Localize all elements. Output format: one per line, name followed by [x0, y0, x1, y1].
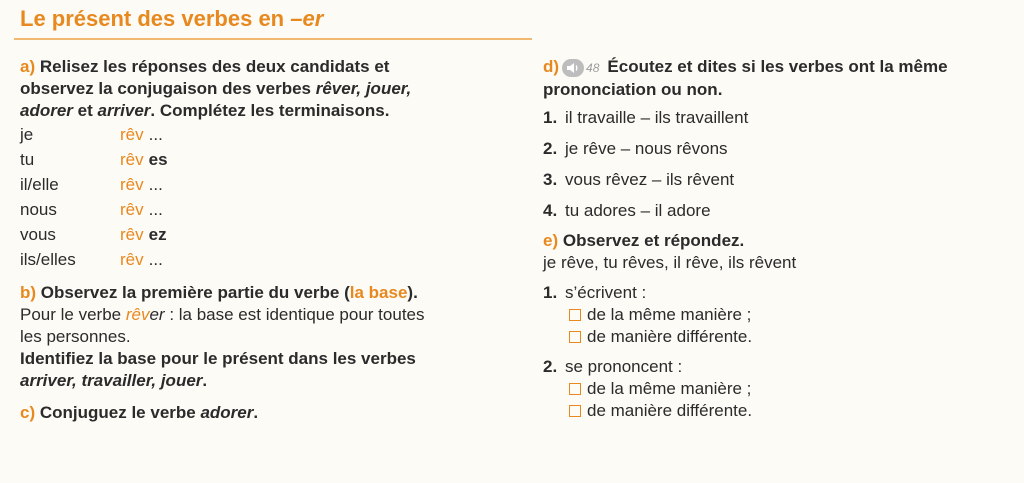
- exercise-e-instruction: [543, 230, 1013, 252]
- conjugation-row: [20, 147, 520, 172]
- checkbox[interactable]: [569, 309, 581, 321]
- exercise-e-verbs: je rêve, tu rêves, il rêve, ils rêvent: [543, 253, 797, 272]
- item-number: 3.: [543, 170, 558, 189]
- item-text: tu adores – il adore: [565, 201, 711, 220]
- exercise-a-line2a: observez la conjugaison des verbes: [20, 79, 316, 98]
- option-different-pronunciation[interactable]: [569, 400, 1013, 422]
- conjugation-row: [20, 222, 520, 247]
- exercise-b-q2: arriver, travailler, jouer: [20, 371, 203, 390]
- option-same-pronunciation[interactable]: [569, 378, 1013, 400]
- verb-stem: rêv: [120, 149, 144, 169]
- verb-stem: rêv: [120, 249, 144, 269]
- exercise-e-line1: Observez et répondez.: [562, 231, 745, 250]
- title-suffix: –er: [290, 6, 324, 31]
- pronoun: il/elle: [20, 174, 59, 194]
- exercise-c-tag: c): [20, 403, 36, 422]
- title-underline: [14, 38, 532, 40]
- list-item: [543, 169, 1013, 191]
- exercise-d-tag: d): [543, 57, 560, 76]
- exercise-b-q1: Identifiez la base pour le présent dans les verbes: [20, 349, 416, 368]
- exercise-d-list: [543, 107, 1013, 222]
- exercise-a-line2b: rêver, jouer,: [315, 79, 412, 98]
- exercise-b-explanation: [20, 304, 520, 348]
- verb-ending[interactable]: ...: [148, 124, 163, 144]
- verb-ending[interactable]: ...: [148, 249, 163, 269]
- item-number: 4.: [543, 201, 558, 220]
- exercise-e-tag: e): [543, 231, 559, 250]
- exercise-b-tag: b): [20, 283, 37, 302]
- pronoun: ils/elles: [20, 249, 76, 269]
- exercise-c-text: Conjuguez le verbe: [39, 403, 201, 422]
- exercise-a-line3a: adorer: [20, 101, 73, 120]
- conjugation-row: [20, 247, 520, 272]
- list-item: [543, 200, 1013, 222]
- exercise-b-p1c: er: [149, 305, 165, 324]
- option-label: de la même manière ;: [587, 305, 752, 324]
- exercise-b-p1b: rêv: [125, 305, 150, 324]
- item-number: 2.: [543, 357, 558, 376]
- question-text: s’écrivent :: [565, 283, 647, 302]
- option-label: de la même manière ;: [587, 379, 752, 398]
- exercise-a-line3c: arriver: [97, 101, 151, 120]
- option-label: de manière différente.: [587, 327, 753, 346]
- verb-stem: rêv: [120, 124, 144, 144]
- option-label: de manière différente.: [587, 401, 753, 420]
- pronoun: vous: [20, 224, 56, 244]
- exercise-b-base-term: la base: [349, 283, 408, 302]
- exercise-a-line1: Relisez les réponses des deux candidats et: [39, 57, 390, 76]
- item-text: il travaille – ils travaillent: [565, 108, 749, 127]
- left-column: [20, 56, 520, 424]
- checkbox[interactable]: [569, 331, 581, 343]
- exercise-d-line1: Écoutez et dites si les verbes ont la même: [607, 57, 948, 76]
- option-same-writing[interactable]: [569, 304, 1013, 326]
- conjugation-row: [20, 122, 520, 147]
- verb-stem: rêv: [120, 199, 144, 219]
- exercise-b-p1a: Pour le verbe: [20, 305, 126, 324]
- exercise-b-question: [20, 348, 520, 392]
- pronoun: tu: [20, 149, 35, 169]
- exercise-b-line1c: ).: [407, 283, 418, 302]
- checkbox[interactable]: [569, 405, 581, 417]
- question-2: [543, 356, 1013, 378]
- exercise-d-instruction: [543, 56, 1013, 101]
- conjugation-row: [20, 197, 520, 222]
- exercise-b-instruction: [20, 282, 520, 304]
- list-item: [543, 138, 1013, 160]
- item-number: 1.: [543, 108, 558, 127]
- exercise-c-end: .: [253, 403, 259, 422]
- checkbox[interactable]: [569, 383, 581, 395]
- conjugation-row: [20, 172, 520, 197]
- title-text: Le présent des verbes en: [20, 6, 291, 31]
- pronoun: nous: [20, 199, 57, 219]
- conjugation-table: [20, 122, 520, 272]
- item-text: je rêve – nous rêvons: [565, 139, 728, 158]
- exercise-d-line2: prononciation ou non.: [543, 80, 723, 99]
- verb-ending: es: [148, 149, 168, 169]
- pronoun: je: [20, 124, 34, 144]
- page-title: [20, 6, 323, 32]
- list-item: [543, 107, 1013, 129]
- option-different-writing[interactable]: [569, 326, 1013, 348]
- speaker-icon: [566, 62, 580, 74]
- question-text: se prononcent :: [565, 357, 683, 376]
- exercise-b-p2: les personnes.: [20, 327, 131, 346]
- item-number: 2.: [543, 139, 558, 158]
- exercise-a-tag: a): [20, 57, 36, 76]
- exercise-c-instruction: [20, 402, 520, 424]
- verb-stem: rêv: [120, 174, 144, 194]
- verb-ending[interactable]: ...: [148, 199, 163, 219]
- audio-track-number: 48: [586, 61, 600, 75]
- verb-ending[interactable]: ...: [148, 174, 163, 194]
- exercise-b-line1a: Observez la première partie du verbe (: [40, 283, 350, 302]
- verb-ending: ez: [148, 224, 167, 244]
- verb-stem: rêv: [120, 224, 144, 244]
- item-text: vous rêvez – ils rêvent: [565, 170, 735, 189]
- item-number: 1.: [543, 283, 558, 302]
- question-1: [543, 282, 1013, 304]
- exercise-a-line3d: . Complétez les terminaisons.: [150, 101, 390, 120]
- audio-cd-icon[interactable]: [562, 59, 584, 77]
- exercise-c-verb: adorer: [200, 403, 254, 422]
- right-column: [543, 56, 1013, 422]
- exercise-b-q2end: .: [202, 371, 208, 390]
- exercise-b-p1d: : la base est identique pour toutes: [164, 305, 425, 324]
- exercise-a-line3b: et: [72, 101, 98, 120]
- exercise-a-instruction: [20, 56, 520, 122]
